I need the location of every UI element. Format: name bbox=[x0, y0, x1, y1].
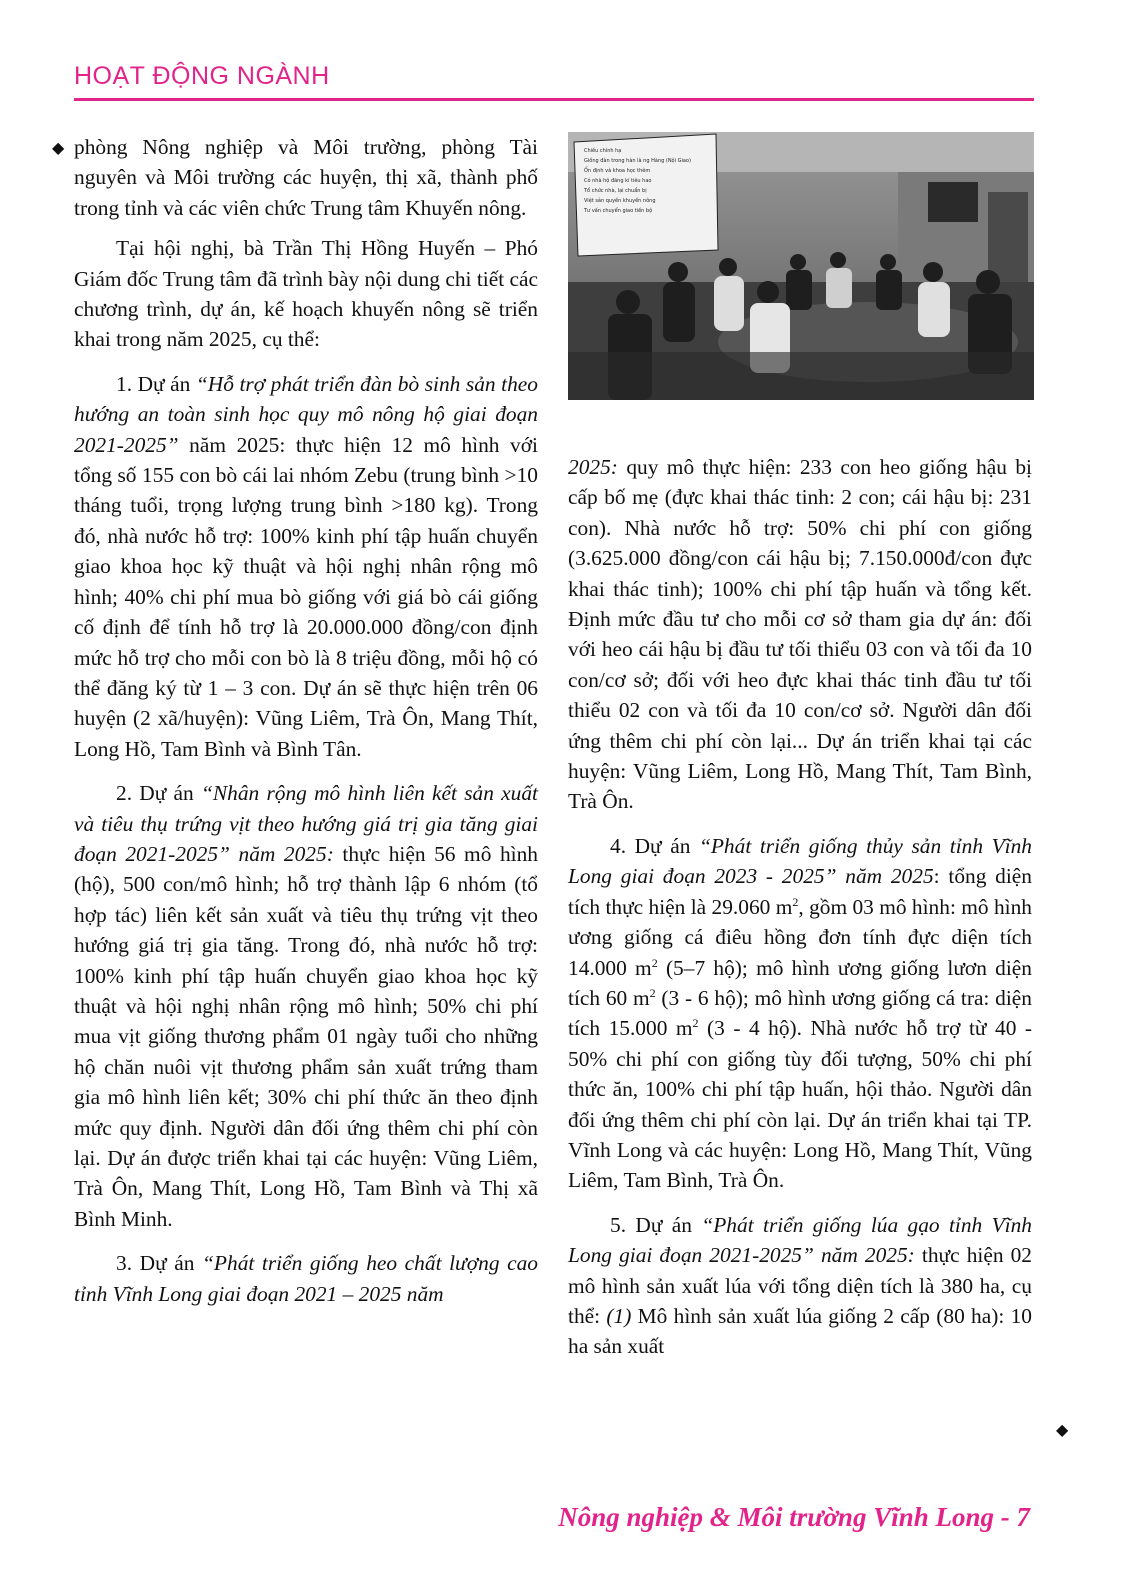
continue-arrow-icon: ◆ bbox=[52, 138, 65, 157]
svg-text:Có nhà hộ đăng kí tiêu hao: Có nhà hộ đăng kí tiêu hao bbox=[584, 178, 652, 184]
paragraph: 2025: quy mô thực hiện: 233 con heo giống hậu bị cấp bố mẹ (đực khai thác tinh: 2 con; cái hậu bị: 231 con). Nhà nước hỗ trợ: 50% chi phí con giống (3.625.000 đồng/con cái hậu bị; 7.150.000đ/con đực khai thác tinh); 100% chi phí tập huấn và tổng kết. Định mức đầu tư cho mỗi cơ sở tham gia dự án: đối với heo cái hậu bị đầu tư tối thiểu 03 con và tối đa 10 con/cơ sở; đối với heo đực khai thác tinh đầu tư tối thiểu 02 con và tối đa 10 con/cơ sở. Người dân đối ứng thêm chi phí còn lại... Dự án triển khai tại các huyện: Vũng Liêm, Long Hồ, Mang Thít, Tam Bình, Trà Ôn. bbox=[568, 455, 1032, 814]
conference-photo bbox=[568, 132, 1034, 400]
right-column bbox=[568, 452, 1032, 1376]
continue-arrow-icon: ◆ bbox=[1056, 1420, 1069, 1439]
svg-text:Việt sản quyền khuyến nông: Việt sản quyền khuyến nông bbox=[584, 198, 656, 204]
photo-illustration bbox=[568, 132, 1034, 400]
paragraph: 5. Dự án “Phát triển giống lúa gạo tỉnh Vĩnh Long giai đoạn 2021-2025” năm 2025: thực hiện 02 mô hình sản xuất lúa với tổng diện tích là 380 ha, cụ thể: (1) Mô hình sản xuất lúa giống 2 cấp (80 ha): 10 ha sản xuất bbox=[568, 1212, 1032, 1359]
left-column bbox=[74, 132, 538, 1323]
paragraph: phòng Nông nghiệp và Môi trường, phòng Tài nguyên và Môi trường các huyện, thị xã, thành phố trong tỉnh và các viên chức Trung tâm Khuyến nông. bbox=[74, 135, 538, 220]
section-title: HOẠT ĐỘNG NGÀNH bbox=[74, 62, 330, 90]
svg-text:Chiều chính hạ: Chiều chính hạ bbox=[584, 148, 622, 154]
svg-text:Tổ chức nhà, lại chuẩn bị: Tổ chức nhà, lại chuẩn bị bbox=[584, 188, 647, 194]
paragraph: 1. Dự án “Hỗ trợ phát triển đàn bò sinh sản theo hướng an toàn sinh học quy mô nông hộ giai đoạn 2021-2025” năm 2025: thực hiện 12 mô hình với tổng số 155 con bò cái lai nhóm Zebu (trung bình >10 tháng tuổi, trọng lượng trung bình >180 kg). Trong đó, nhà nước hỗ trợ: 100% kinh phí tập huấn chuyển giao khoa học kỹ thuật và hội nghị nhân rộng mô hình; 40% chi phí mua bò giống với giá bò cái giống cố định để tính hỗ trợ là 20.000.000 đồng/con định mức hỗ trợ cho mỗi con bò là 8 triệu đồng, mỗi hộ có thể đăng ký từ 1 – 3 con. Dự án sẽ thực hiện trên 06 huyện (2 xã/huyện): Vũng Liêm, Trà Ôn, Mang Thít, Long Hồ, Tam Bình và Bình Tân. bbox=[74, 371, 538, 761]
paragraph: 4. Dự án “Phát triển giống thủy sản tỉnh Vĩnh Long giai đoạn 2023 - 2025” năm 2025: tổng diện tích thực hiện là 29.060 $m^2$, gồm 03 mô hình: mô hình ương giống cá điêu hồng đơn tính đực diện tích 14.000 $m^2$ (5–7 hộ); mô hình ương giống lươn diện tích 60 $m^2$ (3 - 6 hộ); mô hình ương giống cá tra: diện tích 15.000 $m^2$ (3 - 4 hộ). Nhà nước hỗ trợ từ 40 - 50% chi phí con giống tùy đối tượng, 50% chi phí thức ăn, 100% chi phí tập huấn, hội thảo. Người dân đối ứng thêm chi phí còn lại. Dự án triển khai tại TP. Vĩnh Long và các huyện: Long Hồ, Mang Thít, Vũng Liêm, Tam Bình, Trà Ôn. bbox=[568, 833, 1033, 1193]
paragraph: 3. Dự án “Phát triển giống heo chất lượng cao tỉnh Vĩnh Long giai đoạn 2021 – 2025 năm bbox=[74, 1251, 538, 1306]
paragraph: 2. Dự án “Nhân rộng mô hình liên kết sản xuất và tiêu thụ trứng vịt theo hướng giá trị gia tăng giai đoạn 2021-2025” năm 2025: thực hiện 56 mô hình (hộ), 500 con/mô hình; hỗ trợ thành lập 6 nhóm (tổ hợp tác) liên kết sản xuất và tiêu thụ trứng vịt theo hướng giá trị gia tăng. Trong đó, nhà nước hỗ trợ: 100% kinh phí tập huấn chuyển giao khoa học kỹ thuật và hội nghị nhân rộng mô hình; 50% chi phí mua vịt giống thương phẩm 01 ngày tuổi cho những hộ chăn nuôi vịt thương phẩm sản xuất trứng tham gia mô hình liên kết; 30% chi phí thức ăn theo định mức quy định. Người dân đối ứng thêm chi phí còn lại. Dự án được triển khai tại các huyện: Vũng Liêm, Trà Ôn, Mang Thít, Long Hồ, Tam Bình và Thị xã Bình Minh. bbox=[74, 781, 538, 1231]
paragraph: Tại hội nghị, bà Trần Thị Hồng Huyến – Phó Giám đốc Trung tâm đã trình bày nội dung chi tiết các chương trình, dự án, kế hoạch khuyến nông sẽ triển khai trong năm 2025, cụ thể: bbox=[74, 236, 538, 352]
header-divider bbox=[74, 98, 1034, 101]
page-number: 7 bbox=[1016, 1502, 1030, 1532]
svg-text:Giống đàn trong hàn là ng Hàng: Giống đàn trong hàn là ng Hàng (Nội Giao) bbox=[584, 158, 691, 164]
page-footer: Nông nghiệp & Môi trường Vĩnh Long - 7 bbox=[558, 1502, 1030, 1532]
svg-text:Ổn định và khoa học thêm: Ổn định và khoa học thêm bbox=[584, 168, 651, 174]
svg-text:Tư vấn chuyển giao tiến bộ: Tư vấn chuyển giao tiến bộ bbox=[584, 208, 653, 214]
